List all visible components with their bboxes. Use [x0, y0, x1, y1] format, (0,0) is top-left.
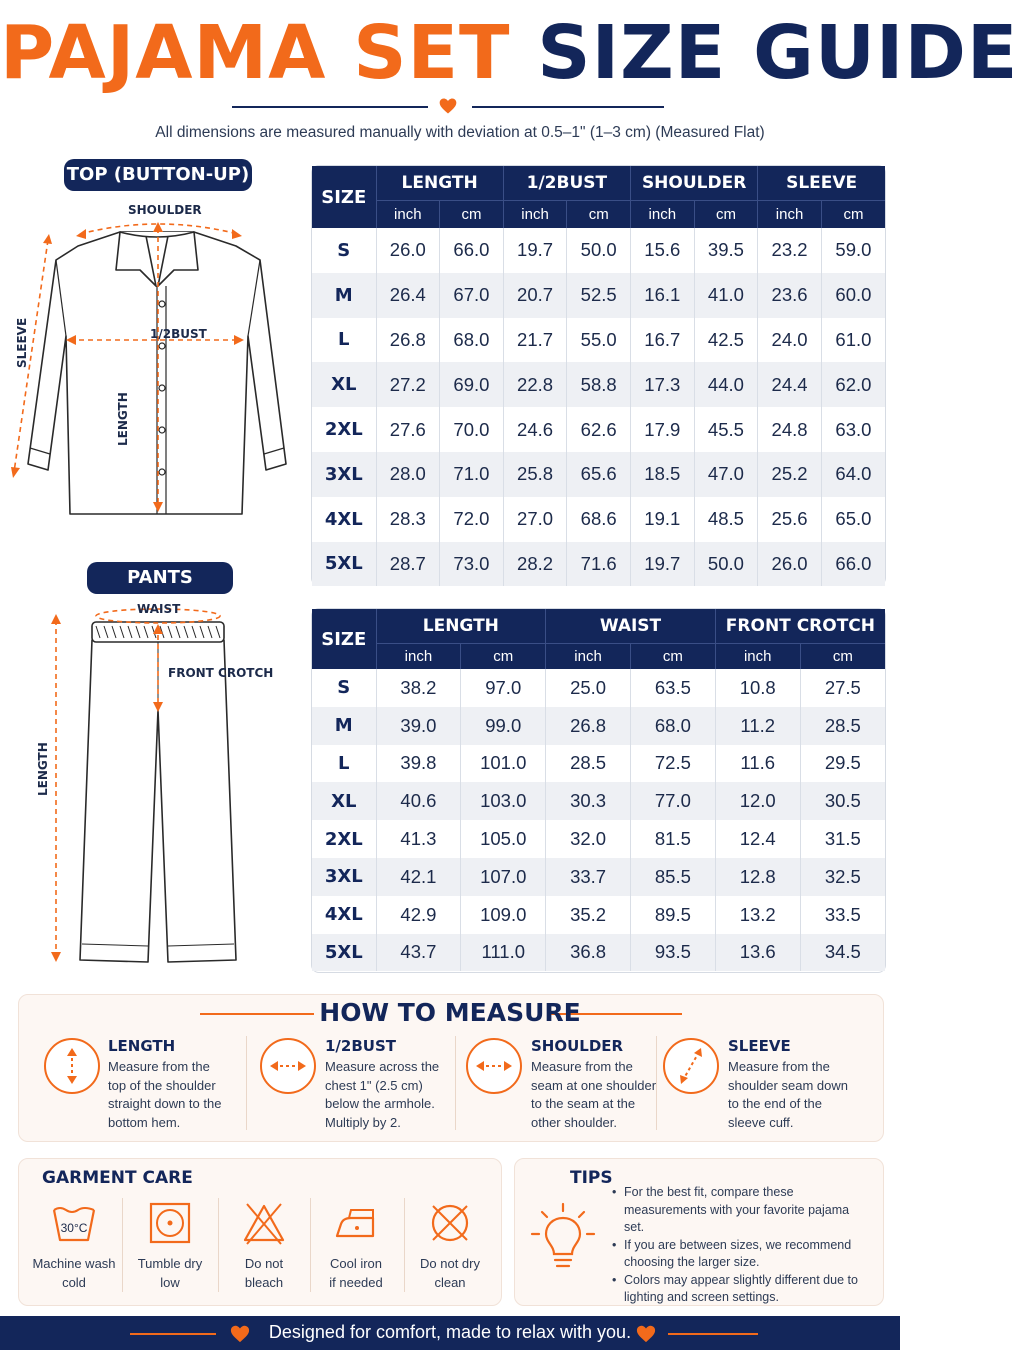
value-cell: 41.0 — [694, 273, 758, 318]
value-cell: 28.3 — [376, 497, 440, 542]
value-cell: 18.5 — [631, 452, 695, 497]
value-cell: 68.0 — [630, 707, 715, 745]
care-label-dry-clean: Do not dry clean — [420, 1256, 480, 1290]
tip-item: • Colors may appear slightly different due to lighting and screen settings. — [612, 1272, 872, 1307]
col-group-sleeve: SLEEVE — [758, 166, 885, 200]
value-cell: 44.0 — [694, 362, 758, 407]
unit-header: inch — [546, 643, 631, 669]
unit-header: inch — [503, 200, 567, 228]
htm-sleeve-title: SLEEVE — [728, 1037, 791, 1055]
size-cell: 2XL — [312, 820, 376, 858]
value-cell: 71.6 — [567, 542, 631, 587]
unit-header: cm — [694, 200, 758, 228]
top-section-pill: TOP (BUTTON-UP) — [64, 159, 252, 191]
size-cell: 2XL — [312, 407, 376, 452]
value-cell: 42.1 — [376, 858, 461, 896]
size-cell: M — [312, 707, 376, 745]
how-to-measure-title: HOW TO MEASURE — [319, 998, 581, 1027]
value-cell: 24.8 — [758, 407, 822, 452]
value-cell: 97.0 — [461, 669, 546, 707]
value-cell: 77.0 — [630, 782, 715, 820]
value-cell: 28.5 — [546, 745, 631, 783]
htm-sleeve-text: Measure from the shoulder seam down to the end of the sleeve cuff. — [728, 1059, 848, 1130]
table-row — [312, 669, 885, 707]
table-row — [312, 782, 885, 820]
tumble-dry-icon — [147, 1200, 193, 1246]
table-row — [312, 362, 885, 407]
value-cell: 72.5 — [630, 745, 715, 783]
table-row — [312, 820, 885, 858]
value-cell: 25.2 — [758, 452, 822, 497]
value-cell: 13.2 — [715, 896, 800, 934]
value-cell: 12.0 — [715, 782, 800, 820]
waist-label: WAIST — [137, 602, 181, 616]
value-cell: 19.7 — [503, 228, 567, 273]
value-cell: 69.0 — [440, 362, 504, 407]
value-cell: 59.0 — [821, 228, 885, 273]
value-cell: 19.1 — [631, 497, 695, 542]
page-title — [0, 8, 1018, 98]
value-cell: 70.0 — [440, 407, 504, 452]
divider — [455, 1036, 456, 1130]
care-label-bleach: Do not bleach — [244, 1256, 284, 1290]
value-cell: 27.5 — [800, 669, 885, 707]
bust-label: 1/2BUST — [150, 327, 207, 341]
care-label-iron: Cool iron if needed — [329, 1256, 383, 1290]
value-cell: 28.5 — [800, 707, 885, 745]
value-cell: 50.0 — [694, 542, 758, 587]
value-cell: 25.8 — [503, 452, 567, 497]
htm-bust-title: 1/2BUST — [325, 1037, 397, 1055]
value-cell: 39.8 — [376, 745, 461, 783]
unit-header: cm — [630, 643, 715, 669]
col-group-shoulder: SHOULDER — [631, 166, 758, 200]
table-row — [312, 896, 885, 934]
value-cell: 25.6 — [758, 497, 822, 542]
value-cell: 107.0 — [461, 858, 546, 896]
value-cell: 32.5 — [800, 858, 885, 896]
tips-title: TIPS — [570, 1168, 613, 1188]
no-dry-clean-icon — [427, 1200, 473, 1246]
col-group-waist: WAIST — [546, 609, 716, 643]
value-cell: 42.9 — [376, 896, 461, 934]
size-cell: XL — [312, 782, 376, 820]
table-row — [312, 497, 885, 542]
value-cell: 43.7 — [376, 934, 461, 972]
value-cell: 24.4 — [758, 362, 822, 407]
value-cell: 25.0 — [546, 669, 631, 707]
title-part-1: PAJAMA SET — [0, 10, 511, 96]
value-cell: 64.0 — [821, 452, 885, 497]
value-cell: 20.7 — [503, 273, 567, 318]
value-cell: 39.0 — [376, 707, 461, 745]
unit-header: cm — [800, 643, 885, 669]
unit-header: cm — [567, 200, 631, 228]
iron-icon — [333, 1200, 379, 1246]
value-cell: 31.5 — [800, 820, 885, 858]
pants-section-pill: PANTS — [87, 562, 233, 594]
value-cell: 105.0 — [461, 820, 546, 858]
care-label-wash: Machine wash cold — [32, 1256, 116, 1290]
value-cell: 62.0 — [821, 362, 885, 407]
value-cell: 28.2 — [503, 542, 567, 587]
value-cell: 68.6 — [567, 497, 631, 542]
value-cell: 24.0 — [758, 318, 822, 363]
col-group-front-crotch: FRONT CROTCH — [715, 609, 885, 643]
col-group-bust: 1/2BUST — [503, 166, 630, 200]
horizontal-arrow-icon — [260, 1038, 316, 1094]
value-cell: 26.0 — [376, 228, 440, 273]
value-cell: 36.8 — [546, 934, 631, 972]
value-cell: 12.8 — [715, 858, 800, 896]
no-bleach-icon — [241, 1200, 287, 1246]
value-cell: 73.0 — [440, 542, 504, 587]
divider — [122, 1198, 123, 1292]
table-row — [312, 934, 885, 972]
value-cell: 99.0 — [461, 707, 546, 745]
value-cell: 65.0 — [821, 497, 885, 542]
shoulder-label: SHOULDER — [128, 203, 202, 217]
value-cell: 68.0 — [440, 318, 504, 363]
value-cell: 23.2 — [758, 228, 822, 273]
tip-item: • If you are between sizes, we recommend choosing the larger size. — [612, 1237, 872, 1272]
value-cell: 42.5 — [694, 318, 758, 363]
size-cell: 3XL — [312, 858, 376, 896]
value-cell: 28.7 — [376, 542, 440, 587]
value-cell: 67.0 — [440, 273, 504, 318]
value-cell: 13.6 — [715, 934, 800, 972]
table-row — [312, 707, 885, 745]
value-cell: 63.5 — [630, 669, 715, 707]
value-cell: 39.5 — [694, 228, 758, 273]
header-divider-right — [472, 106, 664, 108]
care-item-wash — [28, 1200, 120, 1292]
value-cell: 26.0 — [758, 542, 822, 587]
shirt-illustration — [8, 196, 308, 536]
value-cell: 16.7 — [631, 318, 695, 363]
sleeve-label: SLEEVE — [15, 317, 29, 368]
htm-bust-text: Measure across the chest 1" (2.5 cm) below the armhole. Multiply by 2. — [325, 1059, 440, 1130]
value-cell: 65.6 — [567, 452, 631, 497]
col-group-length: LENGTH — [376, 609, 546, 643]
tip-item: • For the best fit, compare these measurements with your favorite pajama set. — [612, 1184, 872, 1237]
size-cell: 3XL — [312, 452, 376, 497]
value-cell: 55.0 — [567, 318, 631, 363]
value-cell: 24.6 — [503, 407, 567, 452]
size-cell: M — [312, 273, 376, 318]
value-cell: 45.5 — [694, 407, 758, 452]
value-cell: 66.0 — [821, 542, 885, 587]
value-cell: 26.8 — [376, 318, 440, 363]
subtitle: All dimensions are measured manually with deviation at 0.5–1" (1–3 cm) (Measured Flat) — [155, 124, 765, 141]
top-size-table — [311, 165, 886, 586]
pants-length-label: LENGTH — [36, 742, 50, 796]
table-row — [312, 745, 885, 783]
value-cell: 22.8 — [503, 362, 567, 407]
diagonal-arrow-icon — [663, 1038, 719, 1094]
pants-size-table — [311, 608, 886, 973]
unit-header: cm — [821, 200, 885, 228]
value-cell: 10.8 — [715, 669, 800, 707]
value-cell: 85.5 — [630, 858, 715, 896]
size-cell: L — [312, 745, 376, 783]
value-cell: 12.4 — [715, 820, 800, 858]
horizontal-arrow-icon — [466, 1038, 522, 1094]
size-cell: S — [312, 669, 376, 707]
table-row — [312, 318, 885, 363]
value-cell: 11.6 — [715, 745, 800, 783]
unit-header: cm — [461, 643, 546, 669]
size-header: SIZE — [312, 166, 376, 228]
value-cell: 41.3 — [376, 820, 461, 858]
divider — [656, 1036, 657, 1130]
care-item-iron — [310, 1200, 402, 1292]
lightbulb-icon — [530, 1200, 596, 1280]
value-cell: 19.7 — [631, 542, 695, 587]
size-cell: 5XL — [312, 542, 376, 587]
garment-care-title: GARMENT CARE — [42, 1168, 193, 1188]
value-cell: 109.0 — [461, 896, 546, 934]
value-cell: 16.1 — [631, 273, 695, 318]
value-cell: 29.5 — [800, 745, 885, 783]
care-item-tumble — [124, 1200, 216, 1292]
table-row — [312, 542, 885, 587]
size-cell: XL — [312, 362, 376, 407]
front-crotch-label: FRONT CROTCH — [168, 666, 274, 680]
header-divider-left — [232, 106, 428, 108]
htm-length-title: LENGTH — [108, 1037, 176, 1055]
value-cell: 71.0 — [440, 452, 504, 497]
size-cell: 4XL — [312, 497, 376, 542]
value-cell: 30.3 — [546, 782, 631, 820]
value-cell: 101.0 — [461, 745, 546, 783]
value-cell: 89.5 — [630, 896, 715, 934]
vertical-arrow-icon — [44, 1038, 100, 1094]
wash-temp-text: 30°C — [60, 1221, 88, 1235]
value-cell: 38.2 — [376, 669, 461, 707]
value-cell: 15.6 — [631, 228, 695, 273]
value-cell: 66.0 — [440, 228, 504, 273]
value-cell: 26.4 — [376, 273, 440, 318]
value-cell: 50.0 — [567, 228, 631, 273]
heart-icon — [438, 96, 458, 116]
value-cell: 27.0 — [503, 497, 567, 542]
value-cell: 72.0 — [440, 497, 504, 542]
value-cell: 111.0 — [461, 934, 546, 972]
value-cell: 30.5 — [800, 782, 885, 820]
wash-tub-icon — [51, 1200, 97, 1246]
size-header: SIZE — [312, 609, 376, 669]
value-cell: 34.5 — [800, 934, 885, 972]
table-row — [312, 858, 885, 896]
value-cell: 81.5 — [630, 820, 715, 858]
value-cell: 62.6 — [567, 407, 631, 452]
col-group-length: LENGTH — [376, 166, 503, 200]
value-cell: 17.3 — [631, 362, 695, 407]
size-cell: S — [312, 228, 376, 273]
pants-illustration — [40, 600, 270, 972]
table-row — [312, 407, 885, 452]
tips-list — [612, 1184, 872, 1307]
footer-text: Designed for comfort, made to relax with you. — [268, 1322, 632, 1342]
value-cell: 11.2 — [715, 707, 800, 745]
value-cell: 35.2 — [546, 896, 631, 934]
value-cell: 27.6 — [376, 407, 440, 452]
value-cell: 60.0 — [821, 273, 885, 318]
shirt-length-label: LENGTH — [116, 392, 130, 446]
value-cell: 93.5 — [630, 934, 715, 972]
value-cell: 103.0 — [461, 782, 546, 820]
divider — [246, 1036, 247, 1130]
value-cell: 40.6 — [376, 782, 461, 820]
unit-header: cm — [440, 200, 504, 228]
value-cell: 52.5 — [567, 273, 631, 318]
value-cell: 48.5 — [694, 497, 758, 542]
value-cell: 26.8 — [546, 707, 631, 745]
table-row — [312, 273, 885, 318]
value-cell: 63.0 — [821, 407, 885, 452]
value-cell: 17.9 — [631, 407, 695, 452]
value-cell: 47.0 — [694, 452, 758, 497]
value-cell: 27.2 — [376, 362, 440, 407]
unit-header: inch — [758, 200, 822, 228]
value-cell: 58.8 — [567, 362, 631, 407]
htm-length-text: Measure from the top of the shoulder straight down to the bottom hem. — [108, 1059, 222, 1130]
unit-header: inch — [631, 200, 695, 228]
title-part-2: SIZE GUIDE — [537, 10, 1018, 96]
value-cell: 28.0 — [376, 452, 440, 497]
value-cell: 33.5 — [800, 896, 885, 934]
care-label-tumble: Tumble dry low — [137, 1256, 203, 1290]
htm-shoulder-text: Measure from the seam at one shoulder to the seam at the other shoulder. — [531, 1059, 657, 1130]
value-cell: 61.0 — [821, 318, 885, 363]
size-cell: 4XL — [312, 896, 376, 934]
unit-header: inch — [376, 643, 461, 669]
size-cell: L — [312, 318, 376, 363]
htm-shoulder-title: SHOULDER — [531, 1037, 624, 1055]
value-cell: 21.7 — [503, 318, 567, 363]
value-cell: 23.6 — [758, 273, 822, 318]
table-row — [312, 452, 885, 497]
care-item-dry-clean — [404, 1200, 496, 1292]
table-row — [312, 228, 885, 273]
value-cell: 33.7 — [546, 858, 631, 896]
unit-header: inch — [715, 643, 800, 669]
value-cell: 32.0 — [546, 820, 631, 858]
care-item-bleach — [218, 1200, 310, 1292]
size-cell: 5XL — [312, 934, 376, 972]
unit-header: inch — [376, 200, 440, 228]
